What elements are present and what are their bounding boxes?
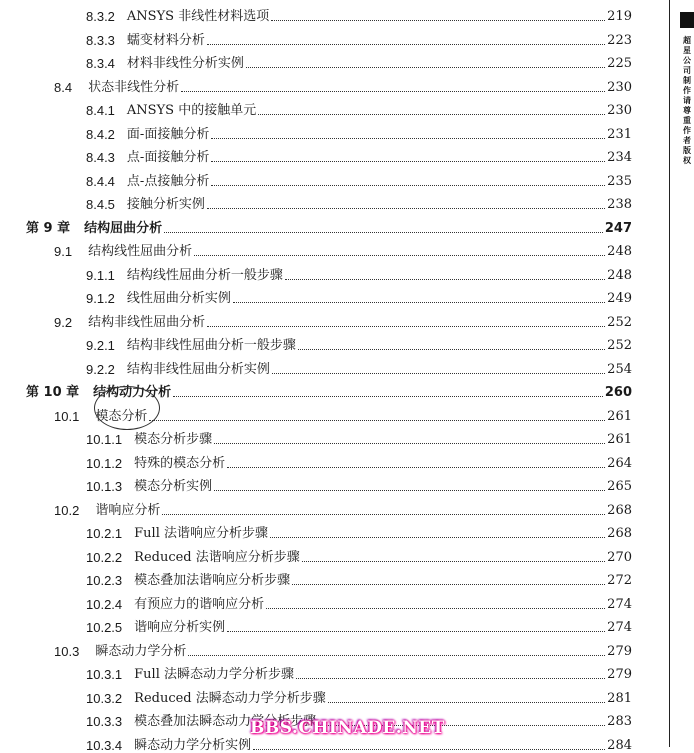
toc-page-number: 247 <box>604 220 632 236</box>
toc-title: 结构线性屈曲分析 <box>88 244 193 259</box>
dot-leader <box>188 654 605 656</box>
toc-page-number: 225 <box>607 56 632 71</box>
toc-number: 8.4.3 <box>86 150 115 165</box>
toc-page-number: 248 <box>607 267 632 283</box>
toc-page-number: 284 <box>607 737 632 753</box>
toc-page-number: 254 <box>607 361 632 377</box>
toc-subsection-entry <box>86 427 632 447</box>
toc-subsection-entry <box>86 545 632 565</box>
toc-page-number: 249 <box>607 291 632 306</box>
dot-leader <box>162 513 605 515</box>
toc-page-number: 219 <box>607 9 632 24</box>
dot-leader <box>270 536 605 538</box>
toc-number: 10.3 <box>54 643 80 659</box>
toc-title: ANSYS 中的接触单元 <box>126 103 257 118</box>
toc-page-number: 274 <box>607 596 632 612</box>
dot-leader <box>211 184 605 186</box>
dot-leader <box>328 701 605 703</box>
toc-number: 9.1.2 <box>86 291 115 306</box>
toc-page-number: 261 <box>607 432 632 447</box>
toc-page-number: 279 <box>607 643 632 659</box>
dot-leader <box>164 231 603 233</box>
toc-title: 特殊的模态分析 <box>134 455 226 471</box>
toc-page-number: 279 <box>607 667 632 682</box>
toc-number: 10.1.3 <box>86 479 123 494</box>
toc-number: 10.1 <box>54 408 80 424</box>
dot-leader <box>211 137 605 139</box>
toc-title: 有预应力的谐响应分析 <box>134 596 265 612</box>
toc-subsection-entry <box>86 615 632 635</box>
toc-number: 10.1.2 <box>86 455 123 471</box>
toc-page-number: 260 <box>604 385 632 400</box>
toc-page-number: 223 <box>607 32 632 48</box>
toc-number: 8.4.2 <box>86 126 115 142</box>
toc-page-number: 268 <box>607 526 632 541</box>
toc-number: 9.2 <box>54 314 73 330</box>
toc-page-number: 274 <box>607 620 632 635</box>
toc-number: 8.4 <box>54 79 73 95</box>
toc-subsection-entry <box>86 145 632 165</box>
toc-number: 8.3.2 <box>86 9 115 24</box>
handwritten-circle-annotation <box>94 386 160 430</box>
toc-page-number: 252 <box>607 314 632 330</box>
toc-subsection-entry <box>86 662 632 682</box>
toc-title: 瞬态动力学分析实例 <box>134 737 252 753</box>
toc-number: 10.3.1 <box>86 667 123 682</box>
toc-subsection-entry <box>86 357 632 377</box>
dot-leader <box>181 90 605 92</box>
toc-number: 9.2.1 <box>86 338 115 353</box>
toc-section-entry <box>54 75 632 95</box>
toc-number: 10.2.4 <box>86 596 123 612</box>
dot-leader <box>207 43 605 45</box>
toc-number: 10.2.5 <box>86 620 123 635</box>
toc-title: 面-面接触分析 <box>126 126 210 142</box>
toc-subsection-entry <box>86 122 632 142</box>
toc-title: 接触分析实例 <box>126 197 205 212</box>
dot-leader <box>285 278 605 280</box>
toc-number: 9.1.1 <box>86 267 115 283</box>
dot-leader <box>302 560 605 562</box>
dot-leader <box>227 630 605 632</box>
toc-page-number: 283 <box>607 714 632 729</box>
toc-title: 谐响应分析实例 <box>134 620 226 635</box>
dot-leader <box>194 254 605 256</box>
toc-section-entry <box>54 498 632 518</box>
dot-leader <box>246 66 605 68</box>
dot-leader <box>292 583 605 585</box>
dot-leader <box>211 160 605 162</box>
toc-title: Full 法谐响应分析步骤 <box>134 526 268 541</box>
dot-leader <box>149 419 605 421</box>
toc-page-number: 252 <box>607 338 632 353</box>
toc-title: 点-点接触分析 <box>126 173 210 189</box>
dot-leader <box>253 748 605 750</box>
toc-page-number: 235 <box>607 173 632 189</box>
toc-number: 10.3.3 <box>86 714 123 729</box>
toc-section-entry <box>54 310 632 330</box>
dot-leader <box>258 113 605 115</box>
toc-section-entry <box>54 639 632 659</box>
toc-subsection-entry <box>86 98 632 118</box>
toc-title: 瞬态动力学分析 <box>95 643 187 659</box>
site-watermark: BBS.CHINADE.NET <box>250 718 445 738</box>
toc-subsection-entry <box>86 592 632 612</box>
toc-page-number: 231 <box>607 126 632 142</box>
toc-page-number: 261 <box>607 408 632 424</box>
toc-number: 8.4.1 <box>86 103 115 118</box>
toc-title: Reduced 法瞬态动力学分析步骤 <box>134 690 326 706</box>
toc-page-number: 234 <box>607 150 632 165</box>
toc-number: 10.3.4 <box>86 737 123 753</box>
dot-leader <box>266 607 605 609</box>
dot-leader <box>227 466 605 468</box>
toc-title: 结构非线性屈曲分析 <box>88 314 206 330</box>
toc-subsection-entry <box>86 286 632 306</box>
toc-title: 结构屈曲分析 <box>84 220 163 236</box>
toc-title: 材料非线性分析实例 <box>126 56 244 71</box>
toc-title: 状态非线性分析 <box>88 79 180 95</box>
toc-number: 8.4.5 <box>86 197 115 212</box>
toc-subsection-entry <box>86 686 632 706</box>
toc-number: 8.4.4 <box>86 173 115 189</box>
toc-section-entry <box>54 239 632 259</box>
toc-page-number: 272 <box>607 573 632 588</box>
toc-title: Full 法瞬态动力学分析步骤 <box>134 667 294 682</box>
toc-subsection-entry <box>86 51 632 71</box>
toc-number: 第 9 章 <box>26 220 71 236</box>
toc-number: 9.1 <box>54 244 73 259</box>
toc-subsection-entry <box>86 333 632 353</box>
toc-number: 10.2 <box>54 502 80 518</box>
toc-title: 模态分析实例 <box>134 479 213 494</box>
toc-subsection-entry <box>86 451 632 471</box>
toc-number: 8.3.3 <box>86 32 115 48</box>
toc-subsection-entry <box>86 521 632 541</box>
toc-subsection-entry <box>86 263 632 283</box>
toc-number: 第 10 章 <box>26 385 80 400</box>
dot-leader <box>272 372 605 374</box>
toc-page-number: 270 <box>607 549 632 565</box>
toc-title: ANSYS 非线性材料选项 <box>126 9 270 24</box>
toc-title: 结构线性屈曲分析一般步骤 <box>126 267 283 283</box>
toc-title: 结构非线性屈曲分析一般步骤 <box>126 338 296 353</box>
toc-subsection-entry <box>86 169 632 189</box>
toc-number: 10.1.1 <box>86 432 123 447</box>
dot-leader <box>214 442 605 444</box>
toc-title: 模态叠加法瞬态动力学分析步骤 <box>134 714 317 729</box>
toc-title: 蠕变材料分析 <box>126 32 205 48</box>
toc-page-number: 268 <box>607 502 632 518</box>
toc-page-number: 264 <box>607 455 632 471</box>
dot-leader <box>207 207 605 209</box>
toc-page-number: 248 <box>607 244 632 259</box>
toc-page-number: 238 <box>607 197 632 212</box>
toc-subsection-entry <box>86 4 632 24</box>
toc-title: 线性屈曲分析实例 <box>126 291 231 306</box>
dot-leader <box>296 677 605 679</box>
toc-title: 模态分析步骤 <box>134 432 213 447</box>
toc-number: 10.2.1 <box>86 526 123 541</box>
toc-title: 结构动力分析 <box>93 385 172 400</box>
dot-leader <box>298 348 605 350</box>
toc-subsection-entry <box>86 568 632 588</box>
toc-title: 模态分析 <box>95 408 148 424</box>
toc-title: 点-面接触分析 <box>126 150 210 165</box>
toc-number: 8.3.4 <box>86 56 115 71</box>
toc-title: 结构非线性屈曲分析实例 <box>126 361 270 377</box>
dot-leader <box>173 395 603 397</box>
toc-page-number: 230 <box>607 79 632 95</box>
toc-number: 10.2.3 <box>86 573 123 588</box>
toc-title: 谐响应分析 <box>95 502 161 518</box>
toc-subsection-entry <box>86 474 632 494</box>
toc-subsection-entry <box>86 192 632 212</box>
toc-number: 9.2.2 <box>86 361 115 377</box>
toc-page-number: 230 <box>607 103 632 118</box>
dot-leader <box>233 301 605 303</box>
copyright-side-note: 超星公司制作请尊重作者版权 <box>683 36 691 165</box>
toc-number: 10.2.2 <box>86 549 123 565</box>
toc-chapter-entry <box>26 216 632 236</box>
margin-rule <box>669 0 670 747</box>
dot-leader <box>214 489 605 491</box>
toc-title: Reduced 法谐响应分析步骤 <box>134 549 300 565</box>
toc-page-number: 281 <box>607 690 632 706</box>
toc-subsection-entry <box>86 28 632 48</box>
toc-title: 模态叠加法谐响应分析步骤 <box>134 573 291 588</box>
corner-mark <box>680 12 694 28</box>
toc-number: 10.3.2 <box>86 690 123 706</box>
toc-page-number: 265 <box>607 479 632 494</box>
dot-leader <box>207 325 605 327</box>
dot-leader <box>271 19 605 21</box>
